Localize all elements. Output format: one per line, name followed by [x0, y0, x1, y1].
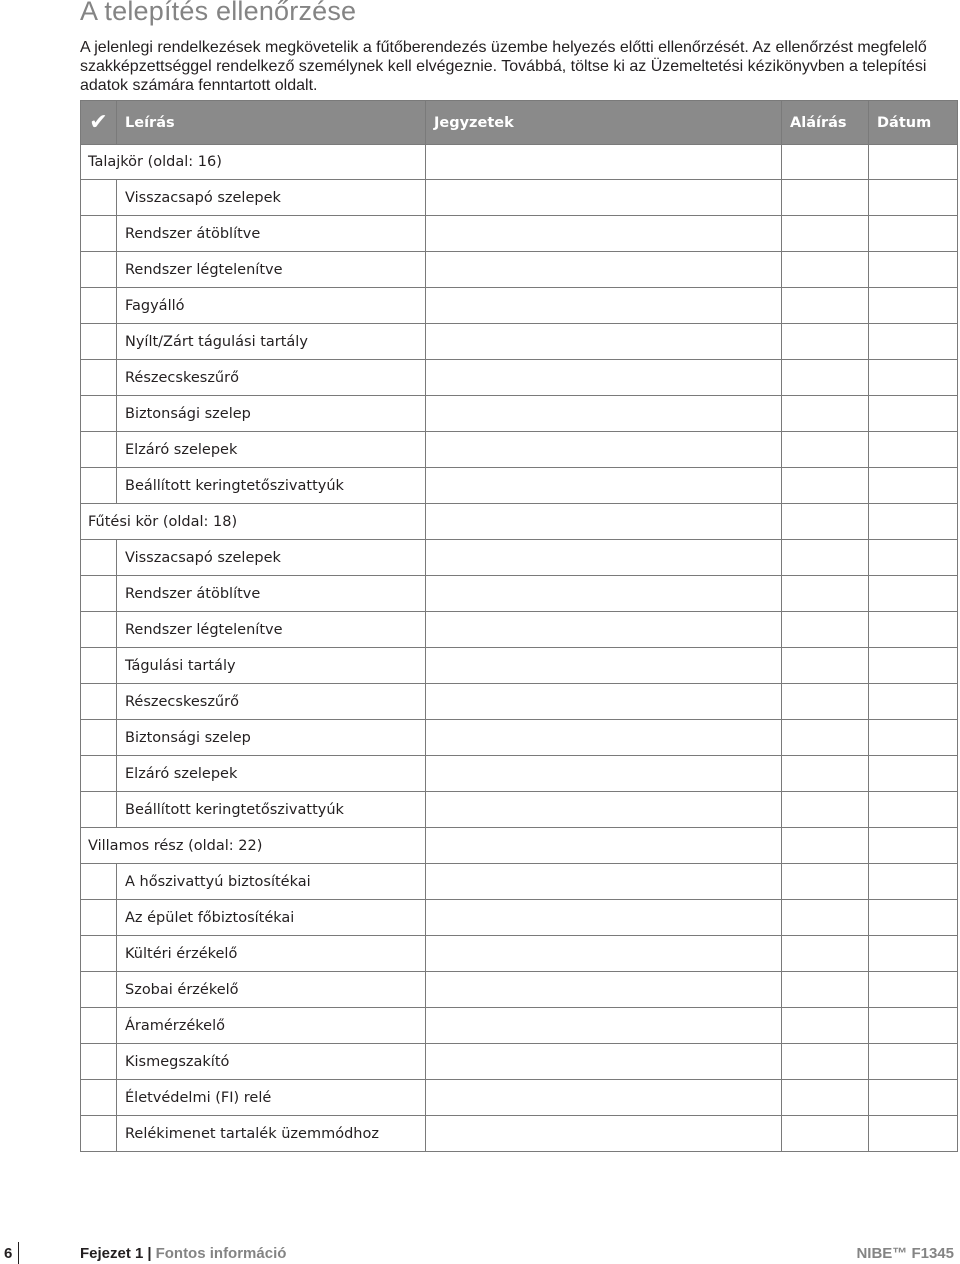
item-description: Nyílt/Zárt tágulási tartály — [117, 324, 426, 360]
notes-cell[interactable] — [426, 396, 782, 432]
chapter-title: Fontos információ — [155, 1245, 287, 1262]
signature-cell[interactable] — [782, 864, 869, 900]
date-cell[interactable] — [869, 1116, 958, 1152]
item-description: Elzáró szelepek — [117, 756, 426, 792]
date-cell[interactable] — [869, 864, 958, 900]
notes-cell[interactable] — [426, 252, 782, 288]
notes-cell[interactable] — [426, 684, 782, 720]
item-description: Elzáró szelepek — [117, 432, 426, 468]
item-description: Biztonsági szelep — [117, 396, 426, 432]
footer-divider — [18, 1242, 19, 1264]
signature-cell[interactable] — [782, 936, 869, 972]
check-cell[interactable] — [81, 936, 117, 972]
item-description: Az épület főbiztosítékai — [117, 900, 426, 936]
notes-cell[interactable] — [426, 1116, 782, 1152]
date-cell[interactable] — [869, 360, 958, 396]
date-cell[interactable] — [869, 288, 958, 324]
date-cell[interactable] — [869, 468, 958, 504]
item-description: Beállított keringtetőszivattyúk — [117, 792, 426, 828]
check-cell[interactable] — [81, 648, 117, 684]
date-cell[interactable] — [869, 648, 958, 684]
item-description: Részecskeszűrő — [117, 684, 426, 720]
table-row — [81, 1080, 958, 1116]
notes-cell[interactable] — [426, 720, 782, 756]
notes-cell[interactable] — [426, 972, 782, 1008]
section-label: Villamos rész (oldal: 22) — [81, 828, 426, 864]
notes-cell[interactable] — [426, 145, 782, 180]
header-description: Leírás — [117, 101, 426, 145]
date-cell[interactable] — [869, 936, 958, 972]
check-cell[interactable] — [81, 1008, 117, 1044]
notes-cell[interactable] — [426, 1044, 782, 1080]
date-cell[interactable] — [869, 396, 958, 432]
notes-cell[interactable] — [426, 432, 782, 468]
signature-cell[interactable] — [782, 612, 869, 648]
check-cell[interactable] — [81, 324, 117, 360]
table-row — [81, 1044, 958, 1080]
table-row — [81, 468, 958, 504]
notes-cell[interactable] — [426, 504, 782, 540]
notes-cell[interactable] — [426, 540, 782, 576]
table-header-row — [81, 101, 958, 145]
signature-cell[interactable] — [782, 396, 869, 432]
header-signature: Aláírás — [782, 101, 869, 145]
item-description: Életvédelmi (FI) relé — [117, 1080, 426, 1116]
check-cell[interactable] — [81, 180, 117, 216]
check-cell[interactable] — [81, 612, 117, 648]
item-description: Rendszer átöblítve — [117, 216, 426, 252]
signature-cell[interactable] — [782, 576, 869, 612]
date-cell[interactable] — [869, 504, 958, 540]
notes-cell[interactable] — [426, 324, 782, 360]
check-cell[interactable] — [81, 1044, 117, 1080]
table-row — [81, 216, 958, 252]
date-cell[interactable] — [869, 1080, 958, 1116]
check-cell[interactable] — [81, 792, 117, 828]
notes-cell[interactable] — [426, 288, 782, 324]
item-description: Részecskeszűrő — [117, 360, 426, 396]
item-description: Rendszer légtelenítve — [117, 252, 426, 288]
notes-cell[interactable] — [426, 648, 782, 684]
table-row — [81, 432, 958, 468]
signature-cell[interactable] — [782, 1080, 869, 1116]
check-cell[interactable] — [81, 756, 117, 792]
checklist-body — [81, 145, 958, 1152]
signature-cell[interactable] — [782, 324, 869, 360]
table-row — [81, 864, 958, 900]
signature-cell[interactable] — [782, 756, 869, 792]
date-cell[interactable] — [869, 432, 958, 468]
signature-cell[interactable] — [782, 1044, 869, 1080]
signature-cell[interactable] — [782, 540, 869, 576]
signature-cell[interactable] — [782, 180, 869, 216]
table-row — [81, 936, 958, 972]
item-description: Biztonsági szelep — [117, 720, 426, 756]
item-description: Visszacsapó szelepek — [117, 540, 426, 576]
notes-cell[interactable] — [426, 900, 782, 936]
item-description: Visszacsapó szelepek — [117, 180, 426, 216]
section-label: Talajkör (oldal: 16) — [81, 145, 426, 180]
date-cell[interactable] — [869, 612, 958, 648]
notes-cell[interactable] — [426, 576, 782, 612]
date-cell[interactable] — [869, 180, 958, 216]
notes-cell[interactable] — [426, 756, 782, 792]
check-cell[interactable] — [81, 720, 117, 756]
section-row — [81, 145, 958, 180]
signature-cell[interactable] — [782, 1116, 869, 1152]
date-cell[interactable] — [869, 828, 958, 864]
date-cell[interactable] — [869, 792, 958, 828]
notes-cell[interactable] — [426, 360, 782, 396]
check-cell[interactable] — [81, 252, 117, 288]
table-row — [81, 576, 958, 612]
notes-cell[interactable] — [426, 180, 782, 216]
installation-checklist-table — [80, 100, 958, 1152]
notes-cell[interactable] — [426, 936, 782, 972]
signature-cell[interactable] — [782, 432, 869, 468]
table-row — [81, 612, 958, 648]
item-description: Kültéri érzékelő — [117, 936, 426, 972]
signature-cell[interactable] — [782, 468, 869, 504]
signature-cell[interactable] — [782, 1008, 869, 1044]
table-row — [81, 1008, 958, 1044]
date-cell[interactable] — [869, 216, 958, 252]
table-row — [81, 648, 958, 684]
date-cell[interactable] — [869, 900, 958, 936]
page-number: 6 — [4, 1245, 13, 1262]
date-cell[interactable] — [869, 1044, 958, 1080]
date-cell[interactable] — [869, 540, 958, 576]
signature-cell[interactable] — [782, 828, 869, 864]
check-cell[interactable] — [81, 540, 117, 576]
item-description: Beállított keringtetőszivattyúk — [117, 468, 426, 504]
signature-cell[interactable] — [782, 720, 869, 756]
check-cell[interactable] — [81, 216, 117, 252]
signature-cell[interactable] — [782, 216, 869, 252]
date-cell[interactable] — [869, 324, 958, 360]
chapter-label: Fejezet 1 — [80, 1245, 144, 1262]
chapter-separator: | — [147, 1245, 152, 1262]
signature-cell[interactable] — [782, 504, 869, 540]
check-cell[interactable] — [81, 864, 117, 900]
check-cell[interactable] — [81, 288, 117, 324]
date-cell[interactable] — [869, 1008, 958, 1044]
notes-cell[interactable] — [426, 612, 782, 648]
table-row — [81, 252, 958, 288]
page-footer — [0, 1242, 960, 1264]
table-row — [81, 756, 958, 792]
check-cell[interactable] — [81, 972, 117, 1008]
item-description: Rendszer légtelenítve — [117, 612, 426, 648]
date-cell[interactable] — [869, 720, 958, 756]
signature-cell[interactable] — [782, 792, 869, 828]
item-description: Szobai érzékelő — [117, 972, 426, 1008]
item-description: Relékimenet tartalék üzemmódhoz — [117, 1116, 426, 1152]
check-cell[interactable] — [81, 576, 117, 612]
check-cell[interactable] — [81, 396, 117, 432]
table-row — [81, 396, 958, 432]
table-row — [81, 540, 958, 576]
notes-cell[interactable] — [426, 864, 782, 900]
section-label: Fűtési kör (oldal: 18) — [81, 504, 426, 540]
item-description: A hőszivattyú biztosítékai — [117, 864, 426, 900]
date-cell[interactable] — [869, 576, 958, 612]
check-cell[interactable] — [81, 360, 117, 396]
table-row — [81, 324, 958, 360]
notes-cell[interactable] — [426, 828, 782, 864]
check-cell[interactable] — [81, 1080, 117, 1116]
notes-cell[interactable] — [426, 792, 782, 828]
notes-cell[interactable] — [426, 1080, 782, 1116]
item-description: Rendszer átöblítve — [117, 576, 426, 612]
table-row — [81, 288, 958, 324]
date-cell[interactable] — [869, 252, 958, 288]
item-description: Fagyálló — [117, 288, 426, 324]
table-row — [81, 900, 958, 936]
checkmark-icon: ✔ — [81, 101, 117, 145]
signature-cell[interactable] — [782, 288, 869, 324]
item-description: Kismegszakító — [117, 1044, 426, 1080]
notes-cell[interactable] — [426, 1008, 782, 1044]
item-description: Tágulási tartály — [117, 648, 426, 684]
check-cell[interactable] — [81, 684, 117, 720]
signature-cell[interactable] — [782, 360, 869, 396]
date-cell[interactable] — [869, 972, 958, 1008]
date-cell[interactable] — [869, 756, 958, 792]
footer-chapter — [80, 1245, 286, 1262]
table-row — [81, 684, 958, 720]
intro-paragraph: A jelenlegi rendelkezések megkövetelik a fűtőberendezés üzembe helyezés előtti ellenőrzését. Az ellenőrzést megfelelő szakképzettséggel rendelkező személynek kell elvégeznie. Továbbá, töltse ki az Üzemeltetési kézikönyvben a telepítési adatok számára fenntartott oldalt. — [80, 39, 927, 94]
date-cell[interactable] — [869, 684, 958, 720]
signature-cell[interactable] — [782, 684, 869, 720]
check-cell[interactable] — [81, 1116, 117, 1152]
signature-cell[interactable] — [782, 648, 869, 684]
section-row — [81, 828, 958, 864]
check-cell[interactable] — [81, 432, 117, 468]
page-title: A telepítés ellenőrzése — [80, 0, 357, 26]
header-date: Dátum — [869, 101, 958, 145]
item-description: Áramérzékelő — [117, 1008, 426, 1044]
section-row — [81, 504, 958, 540]
table-row — [81, 792, 958, 828]
table-row — [81, 1116, 958, 1152]
notes-cell[interactable] — [426, 216, 782, 252]
table-row — [81, 720, 958, 756]
check-cell[interactable] — [81, 468, 117, 504]
signature-cell[interactable] — [782, 252, 869, 288]
table-row — [81, 972, 958, 1008]
signature-cell[interactable] — [782, 900, 869, 936]
date-cell[interactable] — [869, 145, 958, 180]
header-notes: Jegyzetek — [426, 101, 782, 145]
signature-cell[interactable] — [782, 972, 869, 1008]
table-row — [81, 180, 958, 216]
notes-cell[interactable] — [426, 468, 782, 504]
signature-cell[interactable] — [782, 145, 869, 180]
product-name: NIBE™ F1345 — [856, 1245, 954, 1262]
table-row — [81, 360, 958, 396]
check-cell[interactable] — [81, 900, 117, 936]
